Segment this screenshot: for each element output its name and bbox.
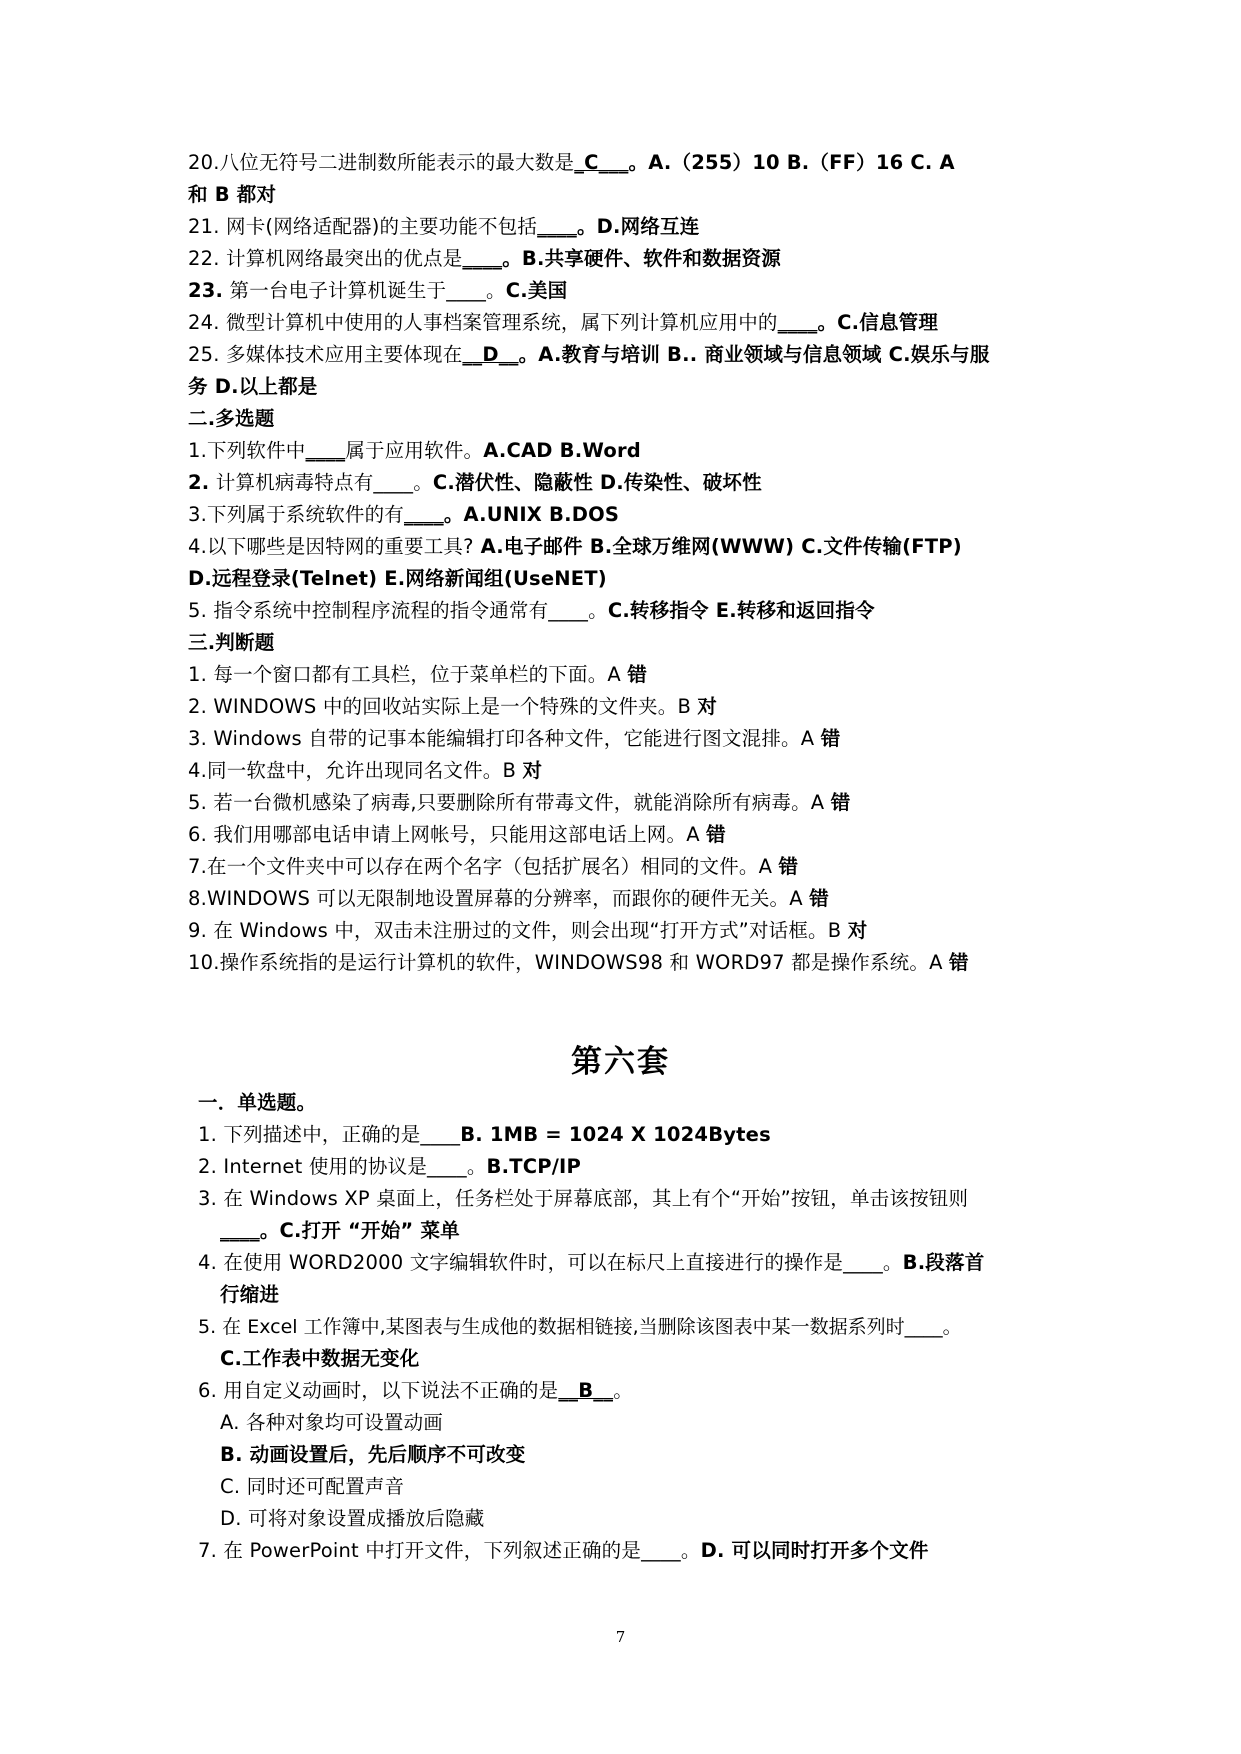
- judge-question: 8.WINDOWS 可以无限制地设置屏幕的分辨率，而跟你的硬件无关。A 错: [188, 887, 829, 910]
- question-23: 23. 第一台电子计算机诞生于____。C.美国: [188, 279, 568, 302]
- set6-question-3-continued: ____。C.打开 “开始” 菜单: [220, 1219, 460, 1242]
- multi-question-1: 1.下列软件中____属于应用软件。A.CAD B.Word: [188, 439, 641, 462]
- set6-question-5: 5. 在 Excel 工作簿中,某图表与生成他的数据相链接,当删除该图表中某一数据系列时____。: [198, 1316, 962, 1338]
- judge-question: 3. Windows 自带的记事本能编辑打印各种文件，它能进行图文混排。A 错: [188, 727, 841, 750]
- set6-question-4-continued: 行缩进: [220, 1283, 280, 1306]
- judge-question: 5. 若一台微机感染了病毒,只要删除所有带毒文件，就能消除所有病毒。A 错: [188, 791, 851, 814]
- question-24: 24. 微型计算机中使用的人事档案管理系统，属下列计算机应用中的____。C.信息管理: [188, 311, 939, 334]
- set6-question-4: 4. 在使用 WORD2000 文字编辑软件时，可以在标尺上直接进行的操作是____。B.段落首: [198, 1251, 985, 1274]
- multi-question-4: 4.以下哪些是因特网的重要工具? A.电子邮件 B.全球万维网(WWW) C.文件传输(FTP): [188, 535, 962, 558]
- question-25: 25. 多媒体技术应用主要体现在__D__。A.教育与培训 B.. 商业领域与信息领域 C.娱乐与服: [188, 343, 990, 366]
- judge-question: 4.同一软盘中，允许出现同名文件。B 对: [188, 759, 543, 782]
- question-25-continued: 务 D.以上都是: [188, 375, 318, 398]
- judge-question: 6. 我们用哪部电话申请上网帐号，只能用这部电话上网。A 错: [188, 823, 726, 846]
- option-item: B. 动画设置后，先后顺序不可改变: [220, 1443, 526, 1466]
- option-item: D. 可将对象设置成播放后隐藏: [220, 1507, 485, 1530]
- question-21: 21. 网卡(网络适配器)的主要功能不包括____。D.网络互连: [188, 215, 700, 238]
- judge-question: 1. 每一个窗口都有工具栏，位于菜单栏的下面。A 错: [188, 663, 648, 686]
- set6-question-5-continued: C.工作表中数据无变化: [220, 1347, 420, 1370]
- set6-question-3: 3. 在 Windows XP 桌面上，任务栏处于屏幕底部，其上有个“开始”按钮，单击该按钮则: [198, 1187, 969, 1210]
- set6-question-1: 1. 下列描述中，正确的是____B. 1MB = 1024 X 1024Bytes: [198, 1123, 771, 1146]
- judge-question: 10.操作系统指的是运行计算机的软件，WINDOWS98 和 WORD97 都是操作系统。A 错: [188, 951, 969, 974]
- question-20: 20.八位无符号二进制数所能表示的最大数是_C___。A.（255）10 B.（FF）16 C. A: [188, 151, 955, 174]
- option-item: A. 各种对象均可设置动画: [220, 1411, 443, 1434]
- multi-question-3: 3.下列属于系统软件的有____。A.UNIX B.DOS: [188, 503, 620, 526]
- set6-question-6: 6. 用自定义动画时，以下说法不正确的是__B__。: [198, 1379, 633, 1402]
- set-title: 第六套: [571, 1044, 670, 1080]
- judge-question: 2. WINDOWS 中的回收站实际上是一个特殊的文件夹。B 对: [188, 695, 718, 718]
- question-22: 22. 计算机网络最突出的优点是____。B.共享硬件、软件和数据资源: [188, 247, 782, 270]
- judge-question: 7.在一个文件夹中可以存在两个名字（包括扩展名）相同的文件。A 错: [188, 855, 799, 878]
- option-item: C. 同时还可配置声音: [220, 1475, 405, 1498]
- section-heading-single-choice: 一．单选题。: [198, 1091, 317, 1114]
- set6-question-2: 2. Internet 使用的协议是____。B.TCP/IP: [198, 1155, 581, 1178]
- multi-question-4-continued: D.远程登录(Telnet) E.网络新闻组(UseNET): [188, 567, 607, 590]
- page-number: 7: [615, 1628, 626, 1646]
- set6-question-7: 7. 在 PowerPoint 中打开文件，下列叙述正确的是____。D. 可以同时打开多个文件: [198, 1539, 929, 1562]
- judge-question: 9. 在 Windows 中，双击未注册过的文件，则会出现“打开方式”对话框。B 对: [188, 919, 868, 942]
- question-20-continued: 和 B 都对: [188, 183, 277, 206]
- multi-question-5: 5. 指令系统中控制程序流程的指令通常有____。C.转移指令 E.转移和返回指令: [188, 599, 875, 622]
- multi-question-2: 2. 计算机病毒特点有____。C.潜伏性、隐蔽性 D.传染性、破坏性: [188, 471, 762, 494]
- section-heading-true-false: 三.判断题: [188, 631, 275, 654]
- section-heading-multiple-choice: 二.多选题: [188, 407, 275, 430]
